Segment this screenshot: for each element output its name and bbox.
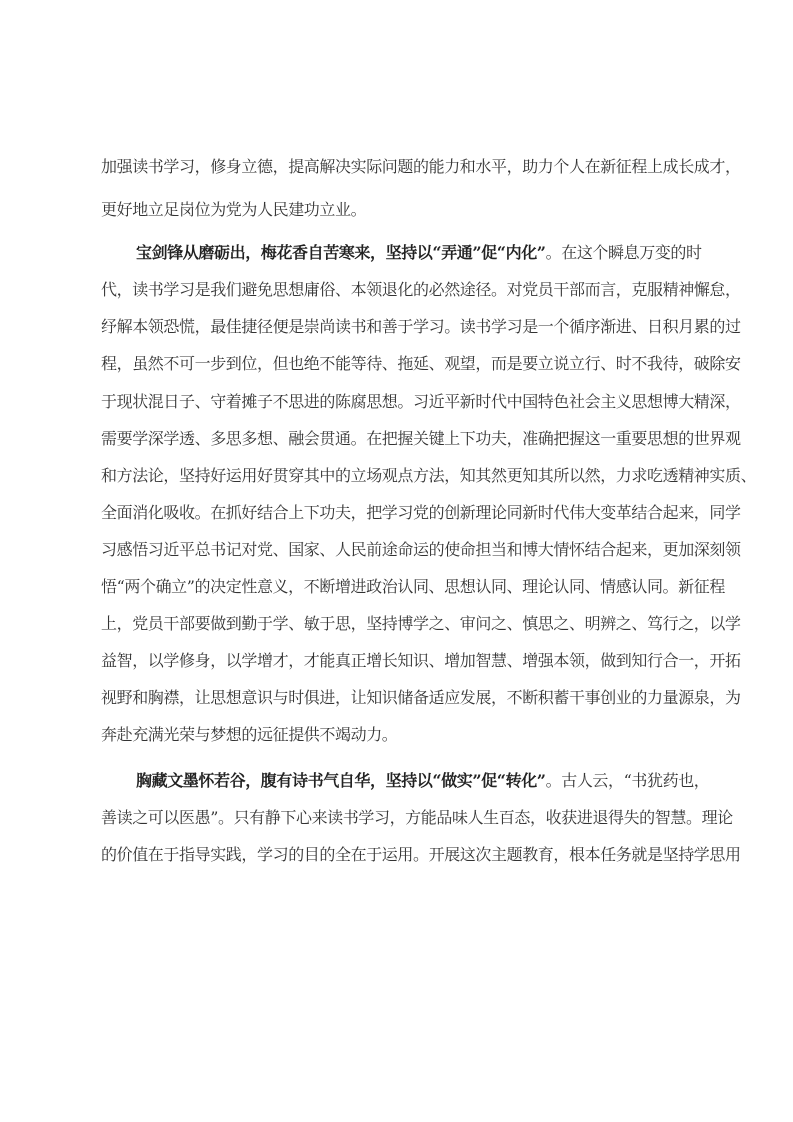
paragraph-3-heading: 胸藏文墨怀若谷，腹有诗书气自华，坚持以“做实”促“转化”: [136, 771, 546, 790]
paragraph-3-line: 善读之可以医愚”。只有静下心来读书学习，方能品味人生百态，收获进退得失的智慧。理论: [101, 808, 733, 827]
paragraph-2-line: 需要学深学透、多思多想、融会贯通。在把握关键上下功夫，准确把握这一重要思想的世界观: [101, 429, 741, 448]
paragraph-2-line: 益智，以学修身，以学增才，才能真正增长知识、增加智慧、增强本领，做到知行合一，开拓: [101, 651, 741, 670]
paragraph-2-line: 程，虽然不可一步到位，但也绝不能等待、拖延、观望，而是要立说立行、时不我待，破除安: [101, 354, 741, 373]
paragraph-3-first-line: [136, 769, 709, 793]
paragraph-2-line: 视野和胸襟，让思想意识与时俱进，让知识储备适应发展，不断积蓄干事创业的力量源泉，为: [101, 688, 741, 707]
paragraph-2-line: 全面消化吸收。在抓好结合上下功夫，把学习党的创新理论同新时代伟大变革结合起来，同学: [101, 503, 741, 522]
paragraph-3-first-line-rest: 。古人云，“书犹药也，: [545, 771, 710, 790]
paragraph-2-line: 代，读书学习是我们避免思想庸俗、本领退化的必然途径。对党员干部而言，克服精神懈怠，: [101, 280, 741, 299]
paragraph-2-line: 于现状混日子、守着摊子不思进的陈腐思想。习近平新时代中国特色社会主义思想博大精深，: [101, 392, 741, 411]
paragraph-2-line: 纾解本领恐慌，最佳捷径便是崇尚读书和善于学习。读书学习是一个循序渐进、日积月累的过: [101, 317, 741, 336]
paragraph-2-line: 和方法论，坚持好运用好贯穿其中的立场观点方法，知其然更知其所以然，力求吃透精神实质、: [101, 466, 757, 485]
paragraph-2-line: 奔赴充满光荣与梦想的远征提供不竭动力。: [101, 725, 398, 744]
paragraph-2-line: 悟“两个确立”的决定性意义，不断增进政治认同、思想认同、理论认同、情感认同。新征程: [101, 577, 725, 596]
paragraph-2-line: 习感悟习近平总书记对党、国家、人民前途命运的使命担当和博大情怀结合起来，更加深刻领: [101, 540, 741, 559]
paragraph-1-line-1: 加强读书学习，修身立德，提高解决实际问题的能力和水平，助力个人在新征程上成长成才，: [101, 157, 741, 176]
paragraph-1-line-2: 更好地立足岗位为党为人民建功立业。: [101, 200, 367, 219]
paragraph-2-line: 上，党员干部要做到勤于学、敏于思，坚持博学之、审问之、慎思之、明辨之、笃行之，以学: [101, 614, 741, 633]
paragraph-2-first-line-rest: 。在这个瞬息万变的时: [545, 243, 702, 262]
paragraph-3-line: 的价值在于指导实践，学习的目的全在于运用。开展这次主题教育，根本任务就是坚持学思用: [101, 845, 741, 864]
paragraph-2-heading: 宝剑锋从磨砺出，梅花香自苦寒来，坚持以“弄通”促“内化”: [136, 243, 546, 262]
paragraph-2-first-line: [136, 241, 702, 265]
